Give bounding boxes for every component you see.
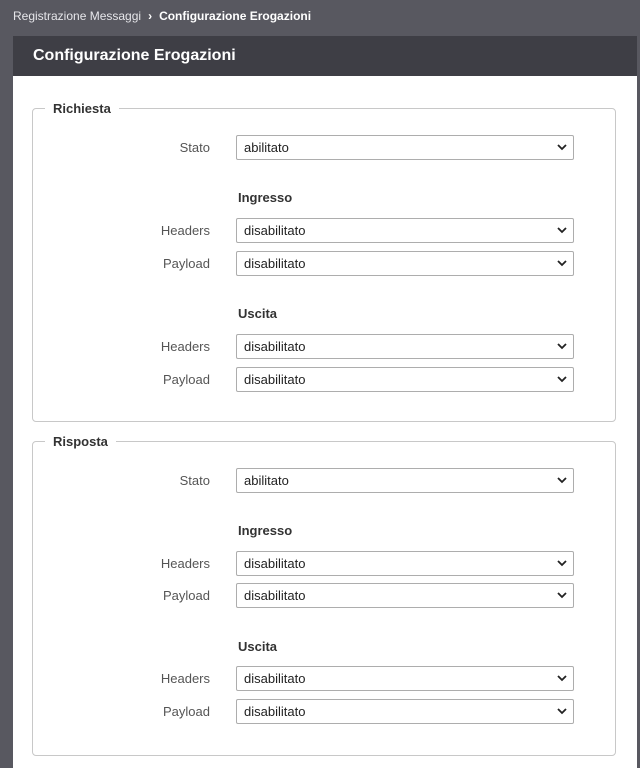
uscita-payload-select[interactable]	[236, 367, 574, 392]
select-value: disabilitato	[244, 588, 306, 603]
select-value: disabilitato	[244, 556, 306, 571]
section-richiesta	[32, 101, 616, 422]
field-label: Payload	[163, 588, 210, 603]
field-ingresso-headers	[33, 551, 615, 576]
uscita-payload-select[interactable]	[236, 699, 574, 724]
field-label: Stato	[179, 140, 210, 155]
breadcrumb-current: Configurazione Erogazioni	[159, 9, 312, 23]
chevron-down-icon	[557, 144, 567, 151]
select-value: disabilitato	[244, 704, 306, 719]
configuration-panel	[13, 36, 637, 768]
ingresso-headers-select[interactable]	[236, 551, 574, 576]
field-stato	[33, 468, 615, 493]
field-label: Stato	[179, 473, 210, 488]
page-title: Configurazione Erogazioni	[13, 36, 637, 76]
field-label: Payload	[163, 256, 210, 271]
select-value: disabilitato	[244, 223, 306, 238]
select-value: disabilitato	[244, 671, 306, 686]
chevron-right-icon: ›	[148, 9, 153, 23]
chevron-down-icon	[557, 227, 567, 234]
ingresso-headers-select[interactable]	[236, 218, 574, 243]
breadcrumb	[13, 7, 311, 25]
field-label: Payload	[163, 704, 210, 719]
chevron-down-icon	[557, 675, 567, 682]
field-uscita-headers	[33, 334, 615, 359]
field-uscita-payload	[33, 699, 615, 724]
chevron-down-icon	[557, 592, 567, 599]
chevron-down-icon	[557, 376, 567, 383]
stato-select[interactable]	[236, 135, 574, 160]
chevron-down-icon	[557, 560, 567, 567]
subsection-title-ingresso: Ingresso	[238, 523, 293, 538]
stato-select[interactable]	[236, 468, 574, 493]
uscita-headers-select[interactable]	[236, 666, 574, 691]
subsection-title-uscita: Uscita	[238, 639, 278, 654]
uscita-headers-select[interactable]	[236, 334, 574, 359]
section-legend: Richiesta	[53, 101, 111, 116]
field-label: Payload	[163, 372, 210, 387]
select-value: disabilitato	[244, 372, 306, 387]
field-uscita-payload	[33, 367, 615, 392]
section-risposta	[32, 434, 616, 756]
field-ingresso-headers	[33, 218, 615, 243]
subsection-title-ingresso: Ingresso	[238, 190, 293, 205]
field-label: Headers	[160, 556, 210, 571]
select-value: disabilitato	[244, 256, 306, 271]
field-label: Headers	[160, 339, 210, 354]
field-ingresso-payload	[33, 251, 615, 276]
field-ingresso-payload	[33, 583, 615, 608]
chevron-down-icon	[557, 708, 567, 715]
field-stato	[33, 135, 615, 160]
select-value: disabilitato	[244, 339, 306, 354]
select-value: abilitato	[244, 140, 289, 155]
chevron-down-icon	[557, 343, 567, 350]
breadcrumb-link-registrazione-messaggi[interactable]: Registrazione Messaggi	[13, 9, 142, 23]
select-value: abilitato	[244, 473, 289, 488]
field-label: Headers	[160, 671, 210, 686]
subsection-title-uscita: Uscita	[238, 306, 278, 321]
field-uscita-headers	[33, 666, 615, 691]
chevron-down-icon	[557, 477, 567, 484]
ingresso-payload-select[interactable]	[236, 583, 574, 608]
field-label: Headers	[160, 223, 210, 238]
chevron-down-icon	[557, 260, 567, 267]
ingresso-payload-select[interactable]	[236, 251, 574, 276]
section-legend: Risposta	[53, 434, 108, 449]
